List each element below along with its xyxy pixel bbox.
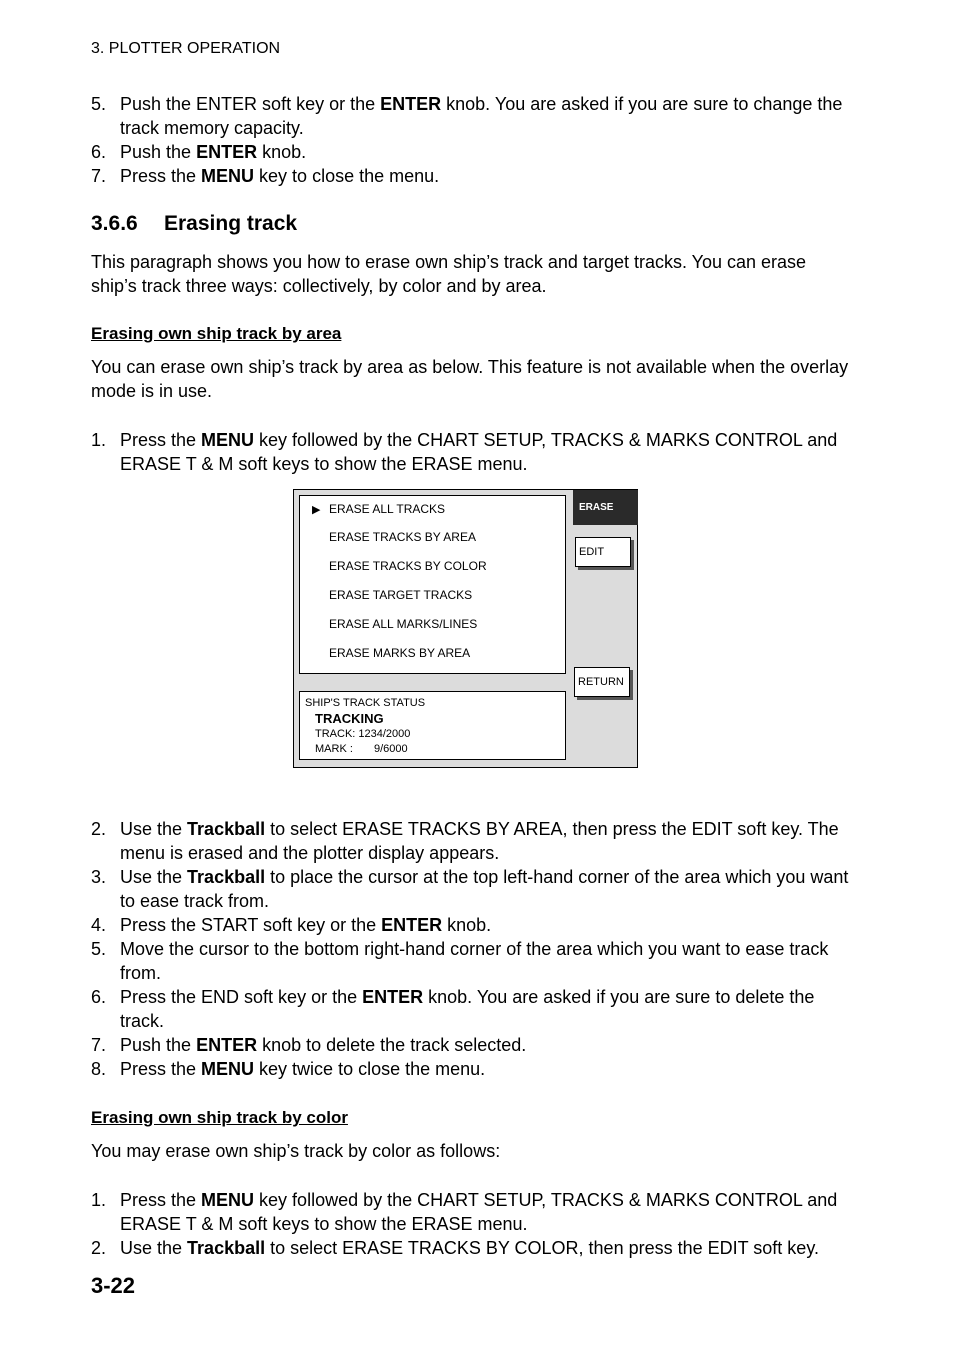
list-item: 3. Use the Trackball to place the cursor at the top left-hand corner of the area which you want to ease track from.	[91, 867, 849, 911]
erase-menu-figure	[293, 489, 638, 768]
menu-item-erase-marks-by-area[interactable]: ERASE MARKS BY AREA	[329, 646, 471, 660]
list-item: 5. Push the ENTER soft key or the ENTER knob. You are asked if you are sure to change the track memory capacity.	[91, 94, 843, 138]
erase-menu-list	[299, 495, 566, 674]
status-mark-value: 9/6000	[374, 743, 408, 755]
return-softkey[interactable]: RETURN	[574, 667, 630, 697]
area-step1-list	[91, 428, 851, 476]
list-item: 6. Push the ENTER knob.	[91, 142, 307, 162]
list-item: 6. Press the END soft key or the ENTER knob. You are asked if you are sure to delete the track.	[91, 987, 815, 1031]
status-mark-label: MARK :	[315, 743, 353, 755]
list-item: 5. Move the cursor to the bottom right-hand corner of the area which you want to ease track from.	[91, 939, 829, 983]
status-state: TRACKING	[315, 711, 384, 726]
menu-item-erase-tracks-by-area[interactable]: ERASE TRACKS BY AREA	[329, 530, 476, 544]
subheading-color: Erasing own ship track by color	[91, 1108, 348, 1127]
list-item: 4. Press the START soft key or the ENTER knob.	[91, 915, 492, 935]
page-header: 3. PLOTTER OPERATION	[91, 40, 281, 57]
list-item: 2. Use the Trackball to select ERASE TRACKS BY COLOR, then press the EDIT soft key.	[91, 1238, 819, 1258]
selection-arrow-icon: ▶	[312, 503, 321, 516]
softkey-erase-title: ERASE	[573, 490, 638, 525]
status-title: SHIP'S TRACK STATUS	[305, 697, 426, 709]
steps-top-list	[91, 92, 851, 188]
list-item: 1. Press the MENU key followed by the CHART SETUP, TRACKS & MARKS CONTROL and ERASE T & M soft keys to show the ERASE menu.	[91, 430, 838, 474]
list-item: 7. Press the MENU key to close the menu.	[91, 166, 440, 186]
intro-paragraph: This paragraph shows you how to erase own ship’s track and target tracks. You can erase ship’s track three ways: collectively, by color and by area.	[91, 252, 807, 296]
subheading-area: Erasing own ship track by area	[91, 324, 342, 343]
color-steps-list	[91, 1188, 851, 1260]
track-status-box	[299, 691, 566, 760]
area-steps-list	[91, 817, 851, 1081]
menu-item-erase-all-tracks[interactable]: ▶ ERASE ALL TRACKS	[312, 502, 446, 516]
menu-item-erase-target-tracks[interactable]: ERASE TARGET TRACKS	[329, 588, 473, 602]
list-item: 7. Push the ENTER knob to delete the track selected.	[91, 1035, 527, 1055]
section-title: 3.6.6 Erasing track	[91, 212, 298, 235]
area-intro-paragraph: You can erase own ship’s track by area as below. This feature is not available when the overlay mode is in use.	[91, 357, 849, 401]
status-track: TRACK: 1234/2000	[315, 728, 411, 740]
list-item: 2. Use the Trackball to select ERASE TRACKS BY AREA, then press the EDIT soft key. The menu is erased and the plotter display appears.	[91, 819, 839, 863]
edit-softkey[interactable]: EDIT	[575, 537, 631, 567]
page-number: 3-22	[91, 1273, 136, 1298]
color-intro-paragraph: You may erase own ship’s track by color as follows:	[91, 1141, 501, 1161]
menu-item-erase-tracks-by-color[interactable]: ERASE TRACKS BY COLOR	[329, 559, 487, 573]
list-item: 8. Press the MENU key twice to close the menu.	[91, 1059, 486, 1079]
list-item: 1. Press the MENU key followed by the CHART SETUP, TRACKS & MARKS CONTROL and ERASE T & M soft keys to show the ERASE menu.	[91, 1190, 838, 1234]
menu-item-erase-all-marks-lines[interactable]: ERASE ALL MARKS/LINES	[329, 617, 478, 631]
